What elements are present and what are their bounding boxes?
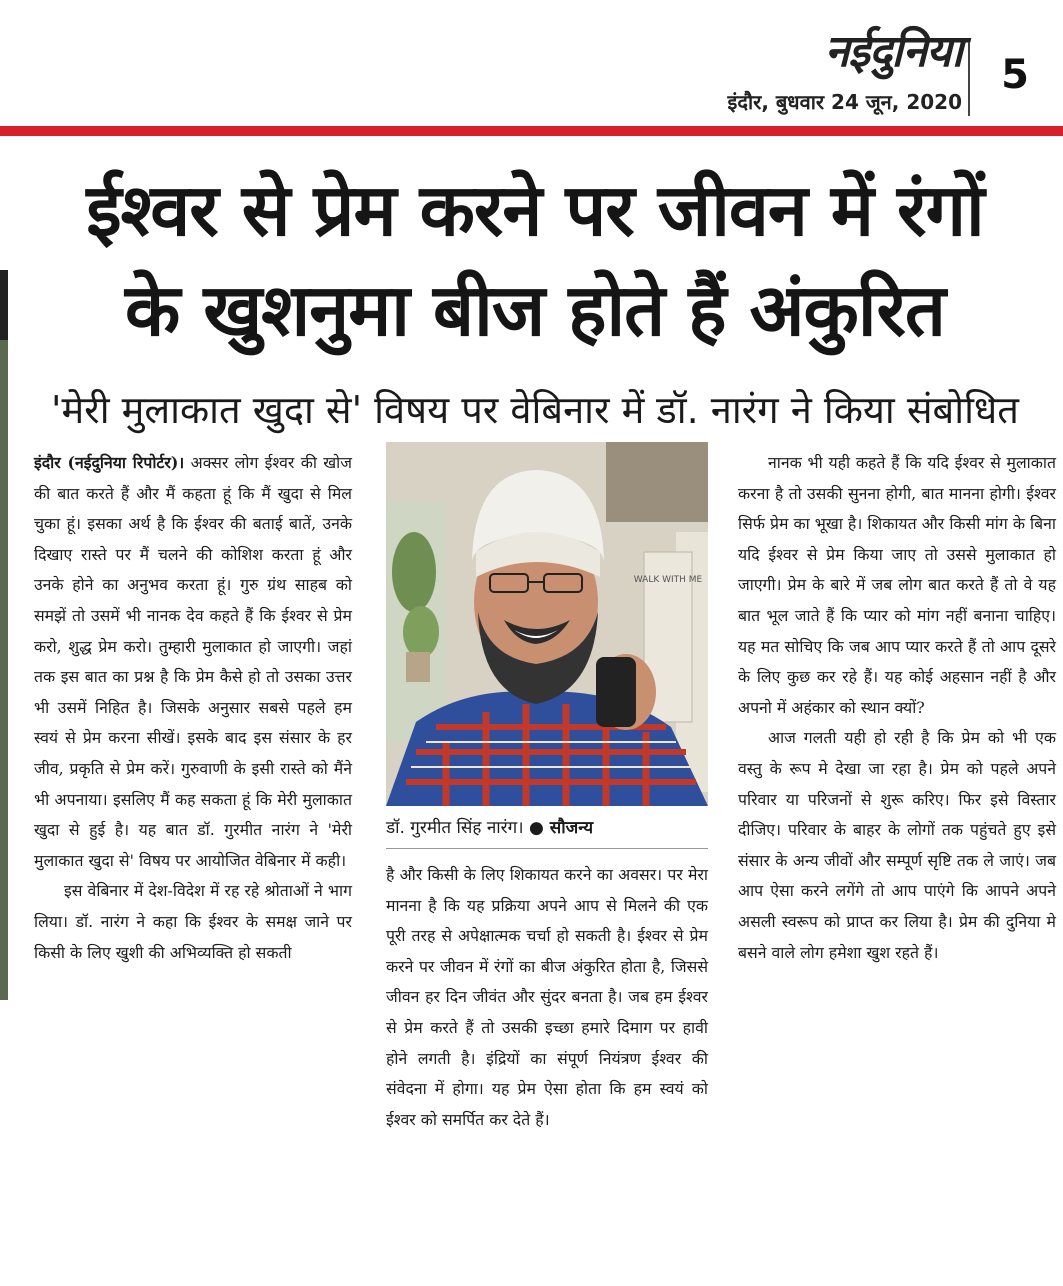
column-2-paragraph-1: है और किसी के लिए शिकायत करने का अवसर। पर मेरा मानना है कि यह प्रक्रिया अपने आप से मिलने की एक पूरी तरह से अपेक्षात्मक चर्चा हो सकती है। ईश्वर से प्रेम करने पर जीवन में रंगों का बीज अंकुरित होता है, जिससे जीवन हर दिन जीवंत और सुंदर बनता है। जब हम ईश्वर से प्रेम करते हैं तो उसकी इच्छा हमारे दिमाग पर हावी होने लगती है। इंद्रियों का संपूर्ण नियंत्रण ईश्वर की संवेदना में होगा। यह प्रेम ऐसा होता कि हम स्वयं को ईश्वर को समर्पित कर देते हैं। <box>386 865 708 1129</box>
article-photo <box>386 442 708 806</box>
article-column-2 <box>386 860 708 1135</box>
portrait-illustration <box>386 442 708 806</box>
column-1-paragraph-1 <box>34 448 352 876</box>
masthead-divider <box>968 42 970 116</box>
article-column-1 <box>34 448 352 968</box>
masthead-red-rule <box>0 126 1063 136</box>
subheadline: 'मेरी मुलाकात खुदा से' विषय पर वेबिनार में डॉ. नारंग ने किया संबोधित <box>51 388 1019 432</box>
headline <box>30 160 1040 360</box>
page-number: 5 <box>1001 52 1029 98</box>
adjacent-page-edge <box>0 270 8 1000</box>
column-1-text-1: अक्सर लोग ईश्वर की खोज की बात करते हैं और मैं कहता हूं कि मैं खुदा से मिल चुका हूं। इसका अर्थ है कि ईश्वर की बताई बातें, उनके दिखाए रास्ते पर मैं चलने की कोशिश करता हूं और उनके होने का अनुभव करता हूं। गुरु ग्रंथ साहब को समझें तो उसमें भी नानक देव कहते हैं कि ईश्वर से प्रेम करो, शुद्ध प्रेम करो। तुम्हारी मुलाकात हो जाएगी। जहां तक इस बात का प्रश्न है कि प्रेम कैसे हो तो उसका उत्तर भी उसमें निहित है। जिसके अनुसार सबसे पहले हम स्वयं से प्रेम करना सीखें। इसके बाद इस संसार के हर जीव, प्रकृति से प्रेम करें। गुरुवाणी के इसी रास्ते को मैंने भी अपनाया। इसलिए मैं कह सकता हूं कि मेरी मुलाकात खुदा से हुई है। यह बात डॉ. गुरमीत नारंग ने 'मेरी मुलाकात खुदा से' विषय पर आयोजित वेबिनार में कही। <box>34 453 352 870</box>
masthead <box>0 0 1063 130</box>
column-1-paragraph-2: इस वेबिनार में देश-विदेश में रह रहे श्रोताओं ने भाग लिया। डॉ. नारंग ने कहा कि ईश्वर के समक्ष जाने पर किसी के लिए खुशी की अभिव्यक्ति हो सकती <box>34 881 352 962</box>
book-cover-text: WALK WITH ME <box>633 575 703 585</box>
column-3-paragraph-2: आज गलती यही हो रही है कि प्रेम को भी एक वस्तु के रूप मे देखा जा रहा है। प्रेम को पहले अपने परिवार या परिजनों से शुरू करिए। फिर इसे विस्तार दीजिए। परिवार के बाहर के लोगों तक पहुंचते हुए इसे संसार के अन्य जीवों और सम्पूर्ण सृष्टि तक ले जाएं। जब आप ऐसा करने लगेंगे तो आप पाएंगे कि आपने अपने असली स्वरूप को प्राप्त कर लिया है। प्रेम की दुनिया मे बसने वाले लोग हमेशा खुश रहते हैं। <box>738 728 1056 962</box>
byline: इंदौर (नईदुनिया रिपोर्टर)। <box>34 453 185 472</box>
photo-courtesy: ● सौजन्य <box>529 818 594 838</box>
headline-line-1: ईश्वर से प्रेम करने पर जीवन में रंगों <box>86 168 984 252</box>
headline-line-2: के खुशनुमा बीज होते हैं अंकुरित <box>125 268 945 352</box>
column-3-paragraph-1: नानक भी यही कहते हैं कि यदि ईश्वर से मुलाकात करना है तो उसकी सुनना होगी, बात मानना होगी। ईश्वर सिर्फ प्रेम का भूखा है। शिकायत और किसी मांग के बिना यदि ईश्वर से प्रेम किया जाए तो उससे मुलाकात हो जाएगी। प्रेम के बारे में जब लोग बात करते हैं तो वे यह बात भूल जाते हैं कि प्यार को मांग नहीं बनाना चाहिए। यह मत सोचिए कि जब आप प्यार करते हैं तो आप दूसरे के लिए कुछ कर रहे हैं। यह कोई अहसान नहीं है और अपनो में अहंकार को स्थान क्यों? <box>738 453 1056 717</box>
article-column-3 <box>738 448 1056 968</box>
photo-caption-text: डॉ. गुरमीत सिंह नारंग। <box>386 818 524 838</box>
photo-caption <box>386 814 708 842</box>
adjacent-page-edge-dark <box>0 270 8 340</box>
dateline: इंदौर, बुधवार 24 जून, 2020 <box>727 90 962 114</box>
caption-rule <box>386 848 708 849</box>
newspaper-logo: नईदुनिया <box>824 26 962 77</box>
